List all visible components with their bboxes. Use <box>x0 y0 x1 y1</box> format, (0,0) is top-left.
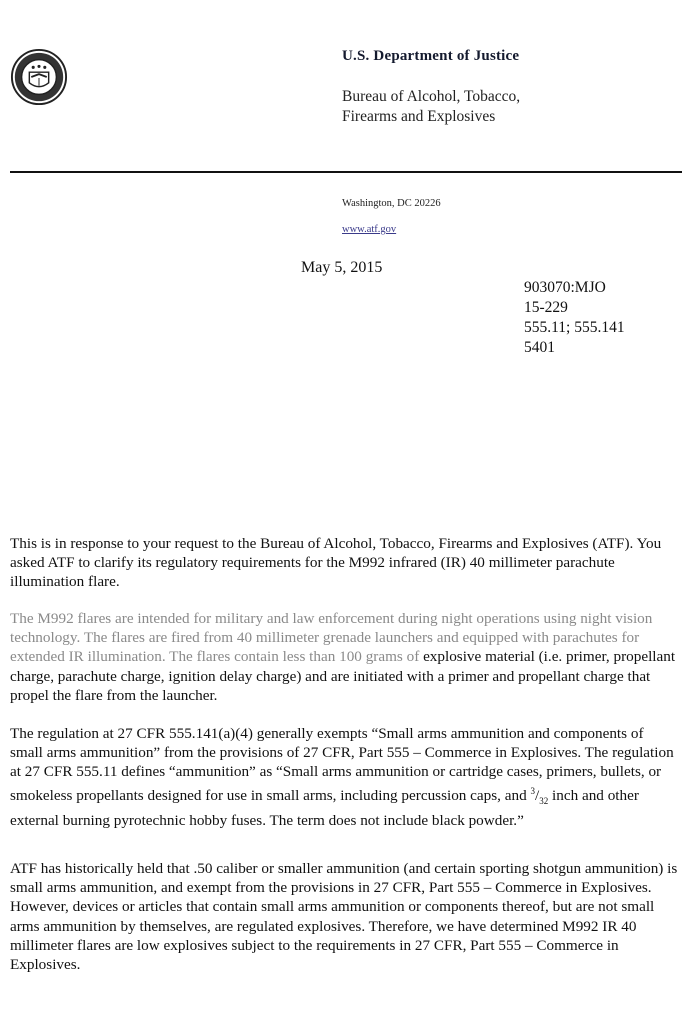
reference-block <box>524 278 625 358</box>
paragraph-determination: ATF has historically held that .50 caliber or smaller ammunition (and certain sporting shotgun ammunition) is small arms ammunition, and exempt from the provisions in 27 CFR, Part 555 – Commerce in Explosives. However, devices or articles that contain small arms ammunition or components thereof, but are not small arms ammunition by themselves, are regulated explosives. Therefore, we have determined M992 IR 40 millimeter flares are low explosives subject to the requirements in 27 CFR, Part 555 – Commerce in Explosives. <box>10 860 678 974</box>
reference-line: 5401 <box>524 339 555 356</box>
faded-text: The M992 flares are intended for military and law enforcement during night operations using night vision technology. The flares are fired from 40 millimeter grenade launchers and equipped with parachutes for extended IR illumination. The flares contain less than 100 grams of <box>10 610 653 666</box>
reference-line: 903070:MJO <box>524 279 606 296</box>
fraction-denominator: 32 <box>539 795 549 806</box>
paragraph-regulation <box>10 724 678 830</box>
bureau-line-2: Firearms and Explosives <box>342 108 496 125</box>
bureau-line-1: Bureau of Alcohol, Tobacco, <box>342 88 521 105</box>
regulation-text-b: inch and other external burning pyrotechnic hobby fuses. The term does not include black powder.” <box>10 786 639 829</box>
bureau-name <box>342 87 520 127</box>
reference-line: 555.11; 555.141 <box>524 319 625 336</box>
office-address: Washington, DC 20226 <box>342 198 441 209</box>
website-link[interactable]: www.atf.gov <box>342 224 397 235</box>
description-text: explosive material (i.e. primer, propellant charge, parachute charge, ignition delay charge) and are initiated with a primer and propellant charge that propel the flare from the launcher. <box>10 648 676 704</box>
header-divider <box>10 171 682 173</box>
fraction: $^3/_{32}$ <box>530 785 549 806</box>
fraction-numerator: 3 <box>530 785 535 796</box>
reference-line: 15-229 <box>524 299 568 316</box>
atf-seal-icon <box>10 48 68 106</box>
regulation-text-a: The regulation at 27 CFR 555.141(a)(4) generally exempts “Small arms ammunition and components of small arms ammunition” from the provisions of 27 CFR, Part 555 – Commerce in Explosives. The regulation at 27 CFR 555.11 defines “ammunition” as “Small arms ammunition or cartridge cases, primers, bullets, or smokeless propellants designed for use in small arms, including percussion caps, and <box>10 725 674 804</box>
letter-date: May 5, 2015 <box>301 259 383 276</box>
paragraph-description <box>10 609 678 705</box>
department-name: U.S. Department of Justice <box>342 48 520 64</box>
paragraph-request: This is in response to your request to the Bureau of Alcohol, Tobacco, Firearms and Explosives (ATF). You asked ATF to clarify its regulatory requirements for the M992 infrared (IR) 40 millimeter parachute illumination flare. <box>10 535 662 591</box>
